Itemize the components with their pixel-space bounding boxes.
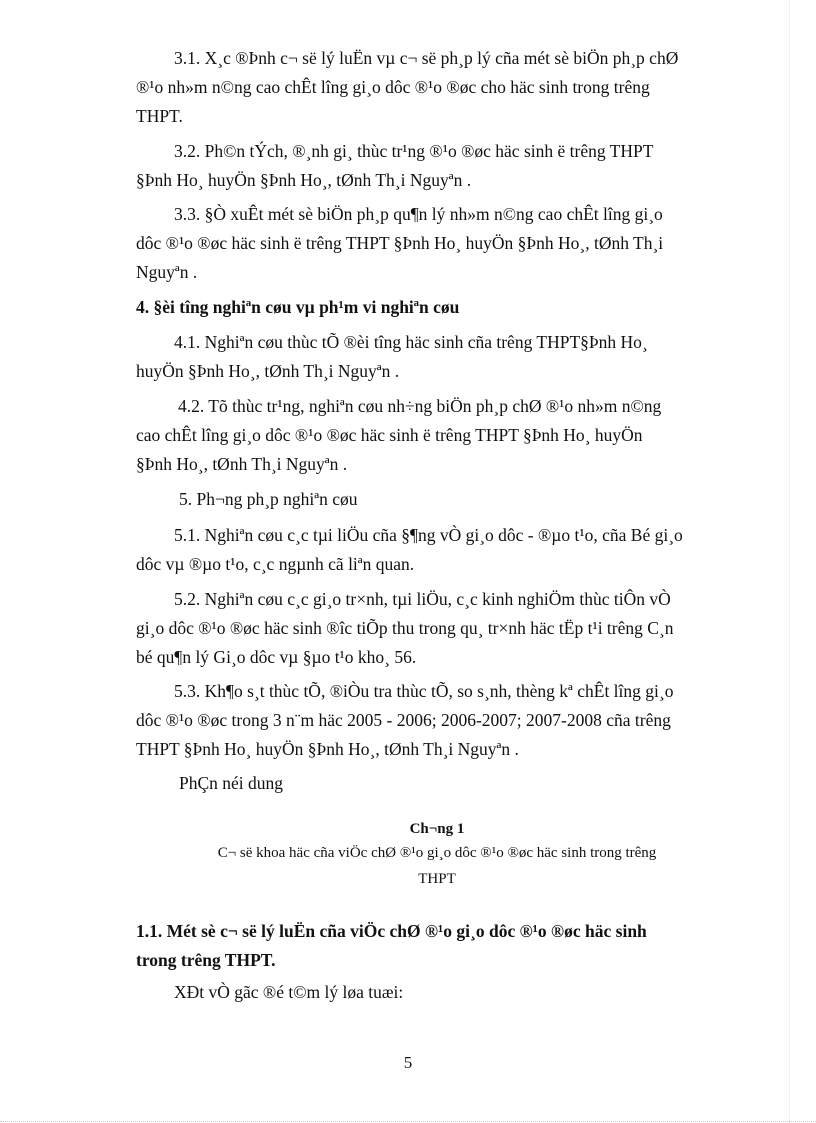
text-line: dôc vµ ®µo t¹o, c¸c ngµnh cã liªn quan. [136, 554, 415, 574]
paragraph-3-3 [136, 200, 738, 287]
text-line: 1.1. Mét sè c¬ së lý luËn cña viÖc chØ ®¹o gi¸o dôc ®¹o ®øc häc sinh [136, 921, 647, 941]
text-line: 3.2. Ph©n tÝch, ®¸nh gi¸ thùc tr¹ng ®¹o ®øc häc sinh ë trêng THPT [174, 141, 654, 161]
heading-section-5 [136, 485, 738, 514]
paragraph-5-1 [136, 521, 738, 579]
text-line: dôc ®¹o ®øc häc sinh ë trêng THPT §Þnh Ho¸ huyÖn §Þnh Ho¸, tØnh Th¸i [136, 233, 664, 253]
text-line: huyÖn §Þnh Ho¸, tØnh Th¸i Nguyªn . [136, 361, 400, 381]
page-right-border [789, 0, 790, 1123]
paragraph-4-1 [136, 328, 738, 386]
text-line: 3.3. §Ò xuÊt mét sè biÖn ph¸p qu¶n lý nh»m n©ng cao chÊt lîng gi¸o [174, 204, 663, 224]
text-line: 4. §èi tîng nghiªn cøu vµ ph¹m vi nghiªn cøu [136, 297, 460, 317]
text-line: 4.2. Tõ thùc tr¹ng, nghiªn cøu nh÷ng biÖn ph¸p chØ ®¹o nh»m n©ng [178, 396, 662, 416]
text-line: ®¹o nh»m n©ng cao chÊt lîng gi¸o dôc ®¹o ®øc cho häc sinh trong trêng [136, 77, 650, 97]
text-line: §Þnh Ho¸, tØnh Th¸i Nguyªn . [136, 454, 348, 474]
text-line: dôc ®¹o ®øc trong 3 n¨m häc 2005 - 2006; 2006-2007; 2007-2008 cña trêng [136, 710, 671, 730]
chapter-title: Ch¬ng 1 [409, 821, 465, 837]
paragraph-5-2 [136, 585, 738, 672]
text-line: C¬ së khoa häc cña viÖc chØ ®¹o gi¸o dôc ®¹o ®øc häc sinh trong trêng [217, 845, 657, 861]
paragraph-5-3 [136, 677, 738, 764]
text-line: 5.3. Kh¶o s¸t thùc tÕ, ®iÒu tra thùc tÕ, so s¸nh, thèng kª chÊt lîng gi¸o [174, 681, 674, 701]
text-line: THPT §Þnh Ho¸ huyÖn §Þnh Ho¸, tØnh Th¸i Nguyªn . [136, 739, 519, 759]
paragraph-3-1 [136, 44, 738, 131]
text-line: XÐt vÒ gãc ®é t©m lý løa tuæi: [174, 982, 404, 1002]
text-line: 5.1. Nghiªn cøu c¸c tµi liÖu cña §¶ng vÒ gi¸o dôc - ®µo t¹o, cña Bé gi¸o [174, 525, 683, 545]
part-heading [136, 769, 738, 798]
paragraph-4-2 [136, 392, 738, 479]
text-line: trong trêng THPT. [136, 950, 276, 970]
heading-section-4 [136, 293, 738, 322]
text-line: THPT. [136, 106, 183, 126]
heading-section-1-1 [136, 917, 738, 975]
text-line: 4.1. Nghiªn cøu thùc tÕ ®èi tîng häc sinh cña trêng THPT§Þnh Ho¸ [174, 332, 648, 352]
text-line: §Þnh Ho¸ huyÖn §Þnh Ho¸, tØnh Th¸i Nguyªn . [136, 170, 472, 190]
paragraph-3-2 [136, 137, 738, 195]
text-line: 5. Ph¬ng ph¸p nghiªn cøu [179, 489, 358, 509]
text-line: Nguyªn . [136, 262, 198, 282]
text-line: 5.2. Nghiªn cøu c¸c gi¸o tr×nh, tµi liÖu, c¸c kinh nghiÖm thùc tiÔn vÒ [174, 589, 671, 609]
text-line: cao chÊt lîng gi¸o dôc ®¹o ®øc häc sinh ë trêng THPT §Þnh Ho¸ huyÖn [136, 425, 643, 445]
page-number: 5 [403, 1053, 413, 1072]
text-line: 3.1. X¸c ®Þnh c¬ së lý luËn vµ c¬ së ph¸p lý cña mét sè biÖn ph¸p chØ [174, 48, 679, 68]
page-bottom-border [0, 1121, 816, 1122]
text-line: THPT [418, 871, 456, 887]
paragraph-xet [136, 978, 738, 1007]
chapter-subtitle [136, 840, 738, 892]
text-line: gi¸o dôc ®¹o ®øc häc sinh ®îc tiÕp thu trong qu¸ tr×nh häc tËp t¹i trêng C¸n [136, 618, 674, 638]
text-line: bé qu¶n lý Gi¸o dôc vµ §µo t¹o kho¸ 56. [136, 647, 417, 667]
text-line: PhÇn néi dung [179, 773, 284, 793]
